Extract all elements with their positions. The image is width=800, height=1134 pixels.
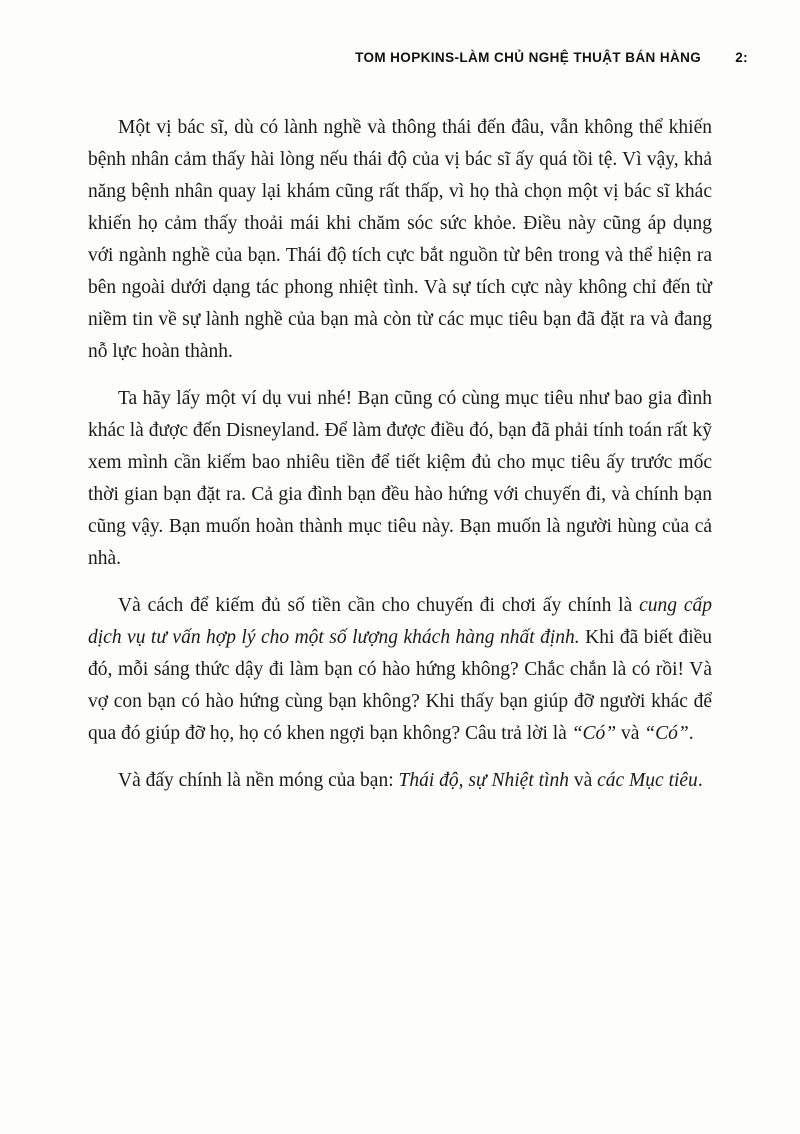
paragraph-text: và [616,723,645,744]
page-body-text [88,112,712,812]
paragraph [88,765,712,797]
paragraph-text: Và đấy chính là nền móng của bạn: [118,770,399,791]
running-header [0,50,748,65]
paragraph-text: . [697,770,703,791]
header-separator: - [454,50,460,65]
paragraph-text-italic: các Mục tiêu [597,770,698,791]
paragraph-text: Khi đã biết điều đó, mỗi sáng thức dậy đi làm bạn có hào hứng không? Chắc chắn là có rồi! Và vợ con bạn có hào hứng cùng bạn không? Khi thấy bạn giúp đỡ người khác để qua đó giúp đỡ họ, họ có khen ngợi bạn không? Câu trả lời là [88,627,713,744]
paragraph [88,590,712,750]
paragraph-text-italic: cung cấp dịch vụ tư vấn hợp lý cho một số lượng khách hàng nhất định. [88,595,713,648]
paragraph-text-italic: “Có” [571,723,617,744]
paragraph-text: . [688,723,694,744]
header-book-title: LÀM CHỦ NGHỆ THUẬT BÁN HÀNG [459,50,702,65]
paragraph [88,383,712,575]
paragraph [88,112,712,368]
paragraph-text-italic: “Có” [644,723,689,744]
paragraph-text: và [568,770,598,791]
paragraph-text: Ta hãy lấy một ví dụ vui nhé! Bạn cũng có cùng mục tiêu như bao gia đình khác là được đến Disneyland. Để làm được điều đó, bạn đã phải tính toán rất kỹ xem mình cần kiếm bao nhiêu tiền để tiết kiệm đủ cho mục tiêu ấy trước mốc thời gian bạn đặt ra. Cả gia đình bạn đều hào hứng với chuyến đi, và chính bạn cũng vậy. Bạn muốn hoàn thành mục tiêu này. Bạn muốn là người hùng của cả nhà. [88,388,712,569]
paragraph-text: Một vị bác sĩ, dù có lành nghề và thông thái đến đâu, vẫn không thể khiến bệnh nhân cảm thấy hài lòng nếu thái độ của vị bác sĩ ấy quá tồi tệ. Vì vậy, khả năng bệnh nhân quay lại khám cũng rất thấp, vì họ thà chọn một vị bác sĩ khác khiến họ cảm thấy thoải mái khi chăm sóc sức khỏe. Điều này cũng áp dụng với ngành nghề của bạn. Thái độ tích cực bắt nguồn từ bên trong và thể hiện ra bên ngoài dưới dạng tác phong nhiệt tình. Và sự tích cực này không chỉ đến từ niềm tin về sự lành nghề của bạn mà còn từ các mục tiêu bạn đã đặt ra và đang nỗ lực hoàn thành. [88,117,712,362]
paragraph-text: Và cách để kiếm đủ số tiền cần cho chuyến đi chơi ấy chính là [118,595,640,616]
header-author: TOM HOPKINS [355,50,455,65]
paragraph-text-italic: Thái độ, sự Nhiệt tình [398,770,569,791]
page-number: 2: [735,50,748,65]
